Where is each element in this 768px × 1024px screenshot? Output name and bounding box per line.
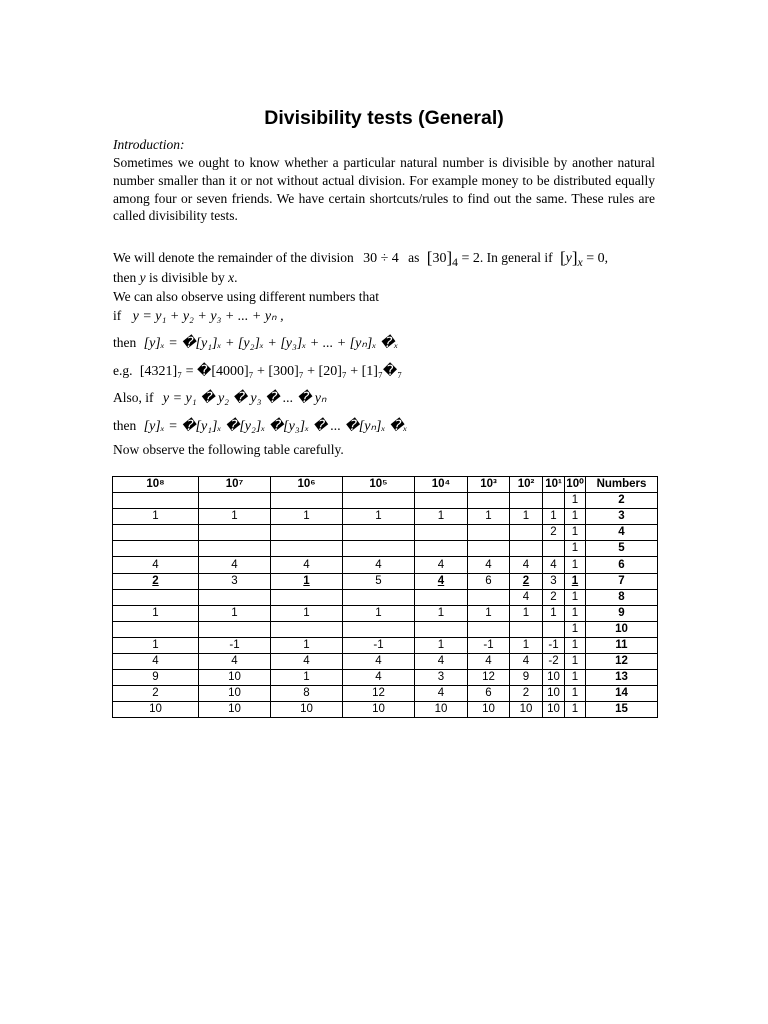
table-cell: 1 (543, 509, 565, 525)
table-cell (415, 621, 468, 637)
table-cell: 1 (565, 493, 586, 509)
sum-condition-line (113, 308, 284, 325)
table-number-cell: 11 (586, 637, 658, 653)
table-cell: 4 (343, 654, 415, 670)
table-row (113, 686, 658, 702)
table-cell (271, 621, 343, 637)
then-sum-line (113, 335, 398, 352)
table-cell: 1 (565, 509, 586, 525)
table-cell (543, 621, 565, 637)
table-number-cell: 15 (586, 702, 658, 718)
then-sum-label: then (113, 335, 137, 350)
table-cell: 1 (565, 541, 586, 557)
bracket-value: 30 (432, 251, 447, 266)
table-number-cell: 12 (586, 654, 658, 670)
table-cell (271, 493, 343, 509)
table-number-cell: 3 (586, 509, 658, 525)
table-cell: 1 (510, 637, 543, 653)
table-number-cell: 4 (586, 525, 658, 541)
table-cell: 4 (468, 654, 510, 670)
remainder-text-d: , (604, 250, 608, 265)
divisible-var-y: y (139, 270, 146, 285)
bracket-example: $[30]_4 = 2$ (426, 248, 480, 269)
table-cell (468, 541, 510, 557)
divisible-text-c: . (234, 270, 238, 285)
table-cell (343, 541, 415, 557)
table-header-cell: 10⁵ (343, 477, 415, 493)
table-number-cell: 6 (586, 557, 658, 573)
product-expression: y = y₁ � y₂ � y₃ � ... � yₙ (162, 391, 327, 406)
table-cell: 9 (113, 670, 199, 686)
table-cell: 10 (510, 702, 543, 718)
table-cell (271, 589, 343, 605)
table-cell (468, 525, 510, 541)
table-row (113, 525, 658, 541)
table-cell: 1 (343, 605, 415, 621)
table-cell: 1 (565, 589, 586, 605)
sum-expression: y = y₁ + y₂ + y₃ + ... + yₙ , (132, 309, 284, 324)
table-cell (199, 589, 271, 605)
table-cell: 1 (271, 509, 343, 525)
table-cell: 1 (565, 525, 586, 541)
table-cell (343, 493, 415, 509)
table-header-cell: 10¹ (543, 477, 565, 493)
table-cell (199, 621, 271, 637)
table-cell: 2 (510, 686, 543, 702)
table-cell (543, 541, 565, 557)
table-cell: 1 (271, 573, 343, 589)
table-cell: 6 (468, 686, 510, 702)
table-cell: 1 (343, 509, 415, 525)
bracket-result: = 2 (461, 251, 480, 266)
table-row (113, 670, 658, 686)
table-cell: 2 (510, 573, 543, 589)
table-cell: 10 (199, 670, 271, 686)
table-cell (113, 525, 199, 541)
then-product-line (113, 418, 407, 435)
table-cell: 1 (415, 509, 468, 525)
page-title: Divisibility tests (General) (264, 107, 504, 129)
table-cell: 1 (565, 654, 586, 670)
table-cell: 4 (199, 654, 271, 670)
example-expression: [4321]₇ = �[4000]₇ + [300]₇ + [20]₇ + [1]₇�₇ (139, 364, 403, 379)
table-number-cell: 2 (586, 493, 658, 509)
table-cell: 1 (565, 605, 586, 621)
table-cell: 4 (468, 557, 510, 573)
table-cell: 1 (199, 605, 271, 621)
table-cell (415, 541, 468, 557)
table-cell: 1 (415, 605, 468, 621)
table-cell: 4 (510, 557, 543, 573)
table-cell: 10 (199, 702, 271, 718)
table-cell: -1 (199, 637, 271, 653)
table-cell: 1 (468, 509, 510, 525)
table-cell (199, 493, 271, 509)
table-body (113, 493, 658, 718)
table-cell: 1 (510, 605, 543, 621)
table-cell (113, 493, 199, 509)
table-header-cell: Numbers (586, 477, 658, 493)
table-cell: 4 (543, 557, 565, 573)
divisible-line (113, 270, 238, 286)
table-cell: 8 (271, 686, 343, 702)
table-number-cell: 13 (586, 670, 658, 686)
table-cell: 1 (113, 605, 199, 621)
table-cell: 4 (415, 686, 468, 702)
table-cell: -1 (343, 637, 415, 653)
table-cell: 4 (199, 557, 271, 573)
table-number-cell: 7 (586, 573, 658, 589)
intro-paragraph: Sometimes we ought to know whether a particular natural number is divisible by another natural number smaller than it or not without actual division. For example money to be distributed equally among four or seven friends. We have certain shortcuts/rules to find out the same. These rules are called divisibility tests. (113, 155, 655, 224)
table-cell: 4 (510, 589, 543, 605)
general-bracket: $[y]_x = 0$ (559, 248, 605, 269)
table-row (113, 493, 658, 509)
table-cell: 4 (510, 654, 543, 670)
table-cell (199, 541, 271, 557)
remainder-text-a: We will denote the remainder of the division (113, 250, 354, 265)
general-result: = 0 (586, 251, 605, 266)
table-cell: 4 (271, 654, 343, 670)
table-cell: 4 (343, 557, 415, 573)
table-number-cell: 14 (586, 686, 658, 702)
table-number-cell: 8 (586, 589, 658, 605)
then-product-expression: [y]ₓ = �[y₁]ₓ �[y₂]ₓ �[y₃]ₓ � ... �[yₙ]ₓ �ₓ (143, 419, 408, 434)
general-var: y (565, 251, 572, 266)
table-cell: 9 (510, 670, 543, 686)
table-cell (543, 493, 565, 509)
table-cell: 10 (271, 702, 343, 718)
table-cell (199, 525, 271, 541)
table-row (113, 621, 658, 637)
table-cell: 1 (510, 509, 543, 525)
table-cell: 1 (415, 637, 468, 653)
table-cell (510, 541, 543, 557)
table-cell: 10 (113, 702, 199, 718)
table-cell: -1 (543, 637, 565, 653)
table-cell: 1 (565, 637, 586, 653)
product-label: Also, if (113, 390, 154, 405)
table-header-cell: 10⁷ (199, 477, 271, 493)
table-header-cell: 10⁴ (415, 477, 468, 493)
table-cell: 1 (565, 670, 586, 686)
table-cell: 1 (565, 702, 586, 718)
divisible-var-x: x (228, 270, 235, 285)
table-cell: 3 (415, 670, 468, 686)
table-header-cell: 10² (510, 477, 543, 493)
remainder-text-b: as (408, 250, 420, 265)
table-cell: 6 (468, 573, 510, 589)
table-row (113, 605, 658, 621)
general-sub: x (577, 255, 583, 269)
then-sum-expression: [y]ₓ = �[y₁]ₓ + [y₂]ₓ + [y₃]ₓ + ... + [yₙ]ₓ �ₓ (143, 336, 399, 351)
remainder-text-c: . In general if (479, 250, 553, 265)
table-cell: 1 (113, 637, 199, 653)
table-cell: -2 (543, 654, 565, 670)
table-cell (113, 621, 199, 637)
table-cell: 4 (271, 557, 343, 573)
divisibility-table (112, 476, 658, 718)
table-row (113, 573, 658, 589)
table-cell: 3 (543, 573, 565, 589)
table-cell: 5 (343, 573, 415, 589)
table-cell (510, 493, 543, 509)
table-cell (510, 525, 543, 541)
table-cell: 4 (415, 654, 468, 670)
table-cell: 10 (543, 670, 565, 686)
table-cell (415, 589, 468, 605)
table-cell: 1 (543, 605, 565, 621)
table-row (113, 509, 658, 525)
table-cell: 10 (343, 702, 415, 718)
table-number-cell: 10 (586, 621, 658, 637)
table-cell (510, 621, 543, 637)
now-observe-line: Now observe the following table carefully. (113, 442, 344, 457)
table-cell (468, 589, 510, 605)
table-cell: 1 (565, 557, 586, 573)
table-cell (271, 541, 343, 557)
table-cell (468, 621, 510, 637)
table-cell (343, 525, 415, 541)
table-cell: 1 (468, 605, 510, 621)
table-cell: 3 (199, 573, 271, 589)
table-cell (113, 589, 199, 605)
observe-line: We can also observe using different numbers that (113, 289, 379, 304)
table-cell (468, 493, 510, 509)
table-cell: 2 (113, 573, 199, 589)
table-cell: 1 (271, 670, 343, 686)
table-row (113, 637, 658, 653)
remainder-notation-line (113, 248, 608, 269)
example-label: e.g. (113, 363, 133, 378)
table-cell: 1 (565, 573, 586, 589)
table-cell: 1 (271, 637, 343, 653)
example-line (113, 363, 402, 380)
product-condition-line (113, 390, 327, 407)
divisible-text-a: then (113, 270, 137, 285)
table-cell: 4 (415, 557, 468, 573)
table-cell: 10 (543, 686, 565, 702)
table-cell: 10 (415, 702, 468, 718)
division-expression: 30 ÷ 4 (363, 251, 399, 266)
table-row (113, 654, 658, 670)
table-cell: 12 (468, 670, 510, 686)
table-cell: 4 (113, 557, 199, 573)
table-row (113, 557, 658, 573)
table-number-cell: 5 (586, 541, 658, 557)
table-cell (343, 589, 415, 605)
table-cell (113, 541, 199, 557)
table-header-row (113, 477, 658, 493)
table-cell: 12 (343, 686, 415, 702)
table-cell: 2 (113, 686, 199, 702)
table-cell: 2 (543, 589, 565, 605)
then-product-label: then (113, 418, 137, 433)
table-cell: 1 (565, 686, 586, 702)
table-cell: 1 (199, 509, 271, 525)
table-cell: 10 (468, 702, 510, 718)
table-cell: 1 (113, 509, 199, 525)
table-cell: 4 (113, 654, 199, 670)
table-cell (415, 525, 468, 541)
table-row (113, 589, 658, 605)
table-cell: 10 (199, 686, 271, 702)
table-cell: -1 (468, 637, 510, 653)
table-header-cell: 10⁶ (271, 477, 343, 493)
table-header-cell: 10³ (468, 477, 510, 493)
table-cell: 4 (343, 670, 415, 686)
sum-label: if (113, 308, 122, 323)
table-header-cell: 10⁸ (113, 477, 199, 493)
table-cell: 2 (543, 525, 565, 541)
table-cell: 1 (271, 605, 343, 621)
table-row (113, 541, 658, 557)
table-cell (343, 621, 415, 637)
bracket-sub: 4 (452, 255, 458, 269)
table-cell (415, 493, 468, 509)
table-cell: 4 (415, 573, 468, 589)
table-cell (271, 525, 343, 541)
table-number-cell: 9 (586, 605, 658, 621)
table-row (113, 702, 658, 718)
introduction-label: Introduction: (113, 137, 185, 152)
divisible-text-b: is divisible by (149, 270, 225, 285)
table-header-cell: 10⁰ (565, 477, 586, 493)
table-cell: 1 (565, 621, 586, 637)
table-cell: 10 (543, 702, 565, 718)
